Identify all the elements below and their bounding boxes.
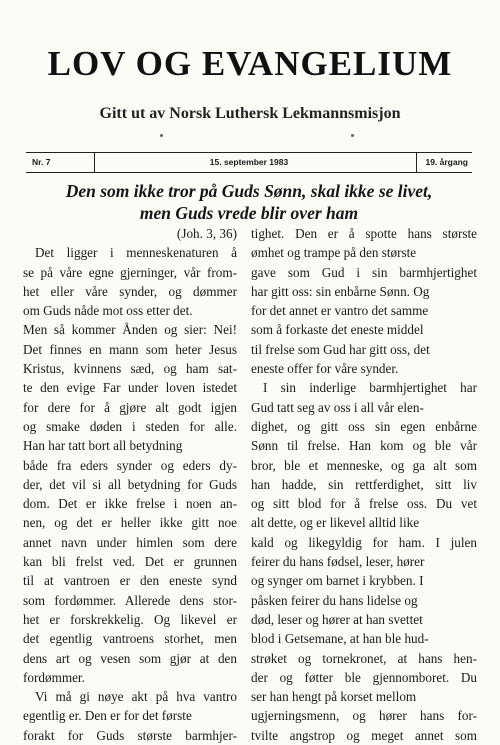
text-line: gave som Gud i sin barmhjertighet: [251, 264, 477, 280]
text-line: tvilte angstrop og meget annet som: [251, 727, 477, 743]
text-line: blod i Getsemane, at han ble hud-: [251, 631, 429, 647]
text-line: eneste offer for våre synder.: [251, 361, 399, 377]
text-line: Vi må gi nøye akt på hva vantro: [35, 689, 237, 705]
text-line: het er forskrekkelig. Og likevel er: [23, 611, 237, 627]
text-line: ugjerningsmenn, og hører hans for-: [251, 708, 477, 724]
headline-line-2: men Guds vrede blir over ham: [139, 203, 359, 223]
issue-bar: [26, 152, 472, 173]
text-line: egentlig er. Den er for det første: [23, 708, 192, 724]
text-line: alt dette, og er likevel alltid like: [251, 515, 420, 531]
text-line: tighet. Den er å spotte hans største: [251, 226, 477, 241]
text-line: Gud tatt seg av oss i all vår elen-: [251, 399, 424, 415]
text-line: Det ligger i menneskenaturen å: [35, 245, 237, 261]
text-line: het eller våre synder, og dømmer: [23, 283, 237, 299]
text-line: dens art og vesen som gjør at den: [23, 650, 237, 666]
print-speck: [351, 134, 354, 137]
text-line: der, det vil si all betydning for Guds: [23, 476, 237, 492]
text-line: kald og likegyldig for ham. I julen: [251, 534, 477, 550]
text-line: og sitt blod for å frelse oss. Du vet: [251, 496, 477, 512]
text-line: se på våre egne gjerninger, vår from-: [23, 264, 237, 280]
issue-volume: 19. årgang: [425, 157, 468, 167]
text-line: død, leser og hører at han svettet: [251, 611, 423, 627]
scripture-reference: (Joh. 3, 36): [176, 226, 237, 241]
text-line: strøket og tornekronet, at hans hen-: [251, 650, 477, 666]
issue-bar-divider: [416, 153, 417, 172]
text-line: der og føtter ble gjennomboret. Du: [251, 669, 477, 685]
text-line: kan bli frelst ved. Det er grunnen: [23, 554, 237, 570]
left-column-lines: [23, 243, 237, 745]
text-line: for det annet er vantro det samme: [251, 303, 429, 319]
text-line: til frelse som Gud har gitt oss, det: [251, 341, 430, 357]
print-speck: [160, 134, 163, 137]
text-line: til at vantroen er den eneste synd: [23, 573, 237, 589]
text-line: har gitt oss: sin enbårne Sønn. Og: [251, 283, 430, 299]
text-line: og synger om barnet i krybben. I: [251, 573, 424, 589]
text-line: ømhet og trampe på den største: [251, 245, 417, 261]
text-line: forakt for Guds største barmhjer-: [23, 727, 237, 743]
masthead-title: LOV OG EVANGELIUM: [47, 44, 453, 83]
text-line: påsken feirer du hans lidelse og: [251, 592, 418, 608]
text-line: og smake døden i steden for alle.: [23, 418, 237, 434]
text-line: som fordømmer. Allerede dens stor-: [23, 592, 237, 608]
article-column-left: [23, 224, 237, 745]
text-line: for dere for å gjøre alt godt igjen: [23, 399, 237, 415]
issue-number: Nr. 7: [32, 157, 51, 167]
article-headline: [24, 180, 474, 224]
text-line: det egentlig vantroens storhet, men: [23, 631, 237, 647]
text-line: te den evige Far under loven istedet: [23, 380, 237, 396]
text-line: fordømmer.: [23, 669, 85, 685]
text-line: Men så kommer Ånden og sier: Nei!: [23, 322, 237, 338]
right-column-lines: [251, 224, 477, 745]
text-line: I sin inderlige barmhjertighet har: [263, 380, 477, 396]
text-line: Han har tatt bort all betydning: [23, 438, 183, 454]
text-line: både fra eders synder og eders dy-: [23, 457, 237, 473]
text-line: han hadde, sin rettferdighet, sitt liv: [251, 476, 477, 492]
issue-date: 15. september 1983: [209, 157, 289, 167]
text-line: om Guds nåde mot oss etter det.: [23, 303, 193, 319]
article-column-right: [251, 224, 477, 745]
text-line: dom. Det er ikke frelse i noen an-: [23, 496, 237, 512]
masthead-subtitle: Gitt ut av Norsk Luthersk Lekmannsmisjon: [99, 105, 401, 122]
text-line: dighet, og gitt oss sin egen enbårne: [251, 418, 477, 434]
text-line: Kristus, kvinnens sæd, og ham sat-: [23, 361, 237, 377]
text-line: ser han hengt på korset mellom: [251, 689, 417, 705]
text-line: annet navn under himlen som dere: [23, 534, 237, 550]
text-line: som å forkaste det eneste middel: [251, 322, 424, 338]
text-line: Det finnes en mann som heter Jesus: [23, 341, 237, 357]
headline-line-1: Den som ikke tror på Guds Sønn, skal ikke se livet,: [65, 181, 433, 201]
text-line: feirer du hans fødsel, leser, hører: [251, 554, 425, 570]
text-line: bror, ble et menneske, og ga alt som: [251, 457, 477, 473]
text-line: nen, og det er heller ikke gitt noe: [23, 515, 237, 531]
text-line: Sønn til frelse. Han kom og ble vår: [251, 438, 477, 454]
